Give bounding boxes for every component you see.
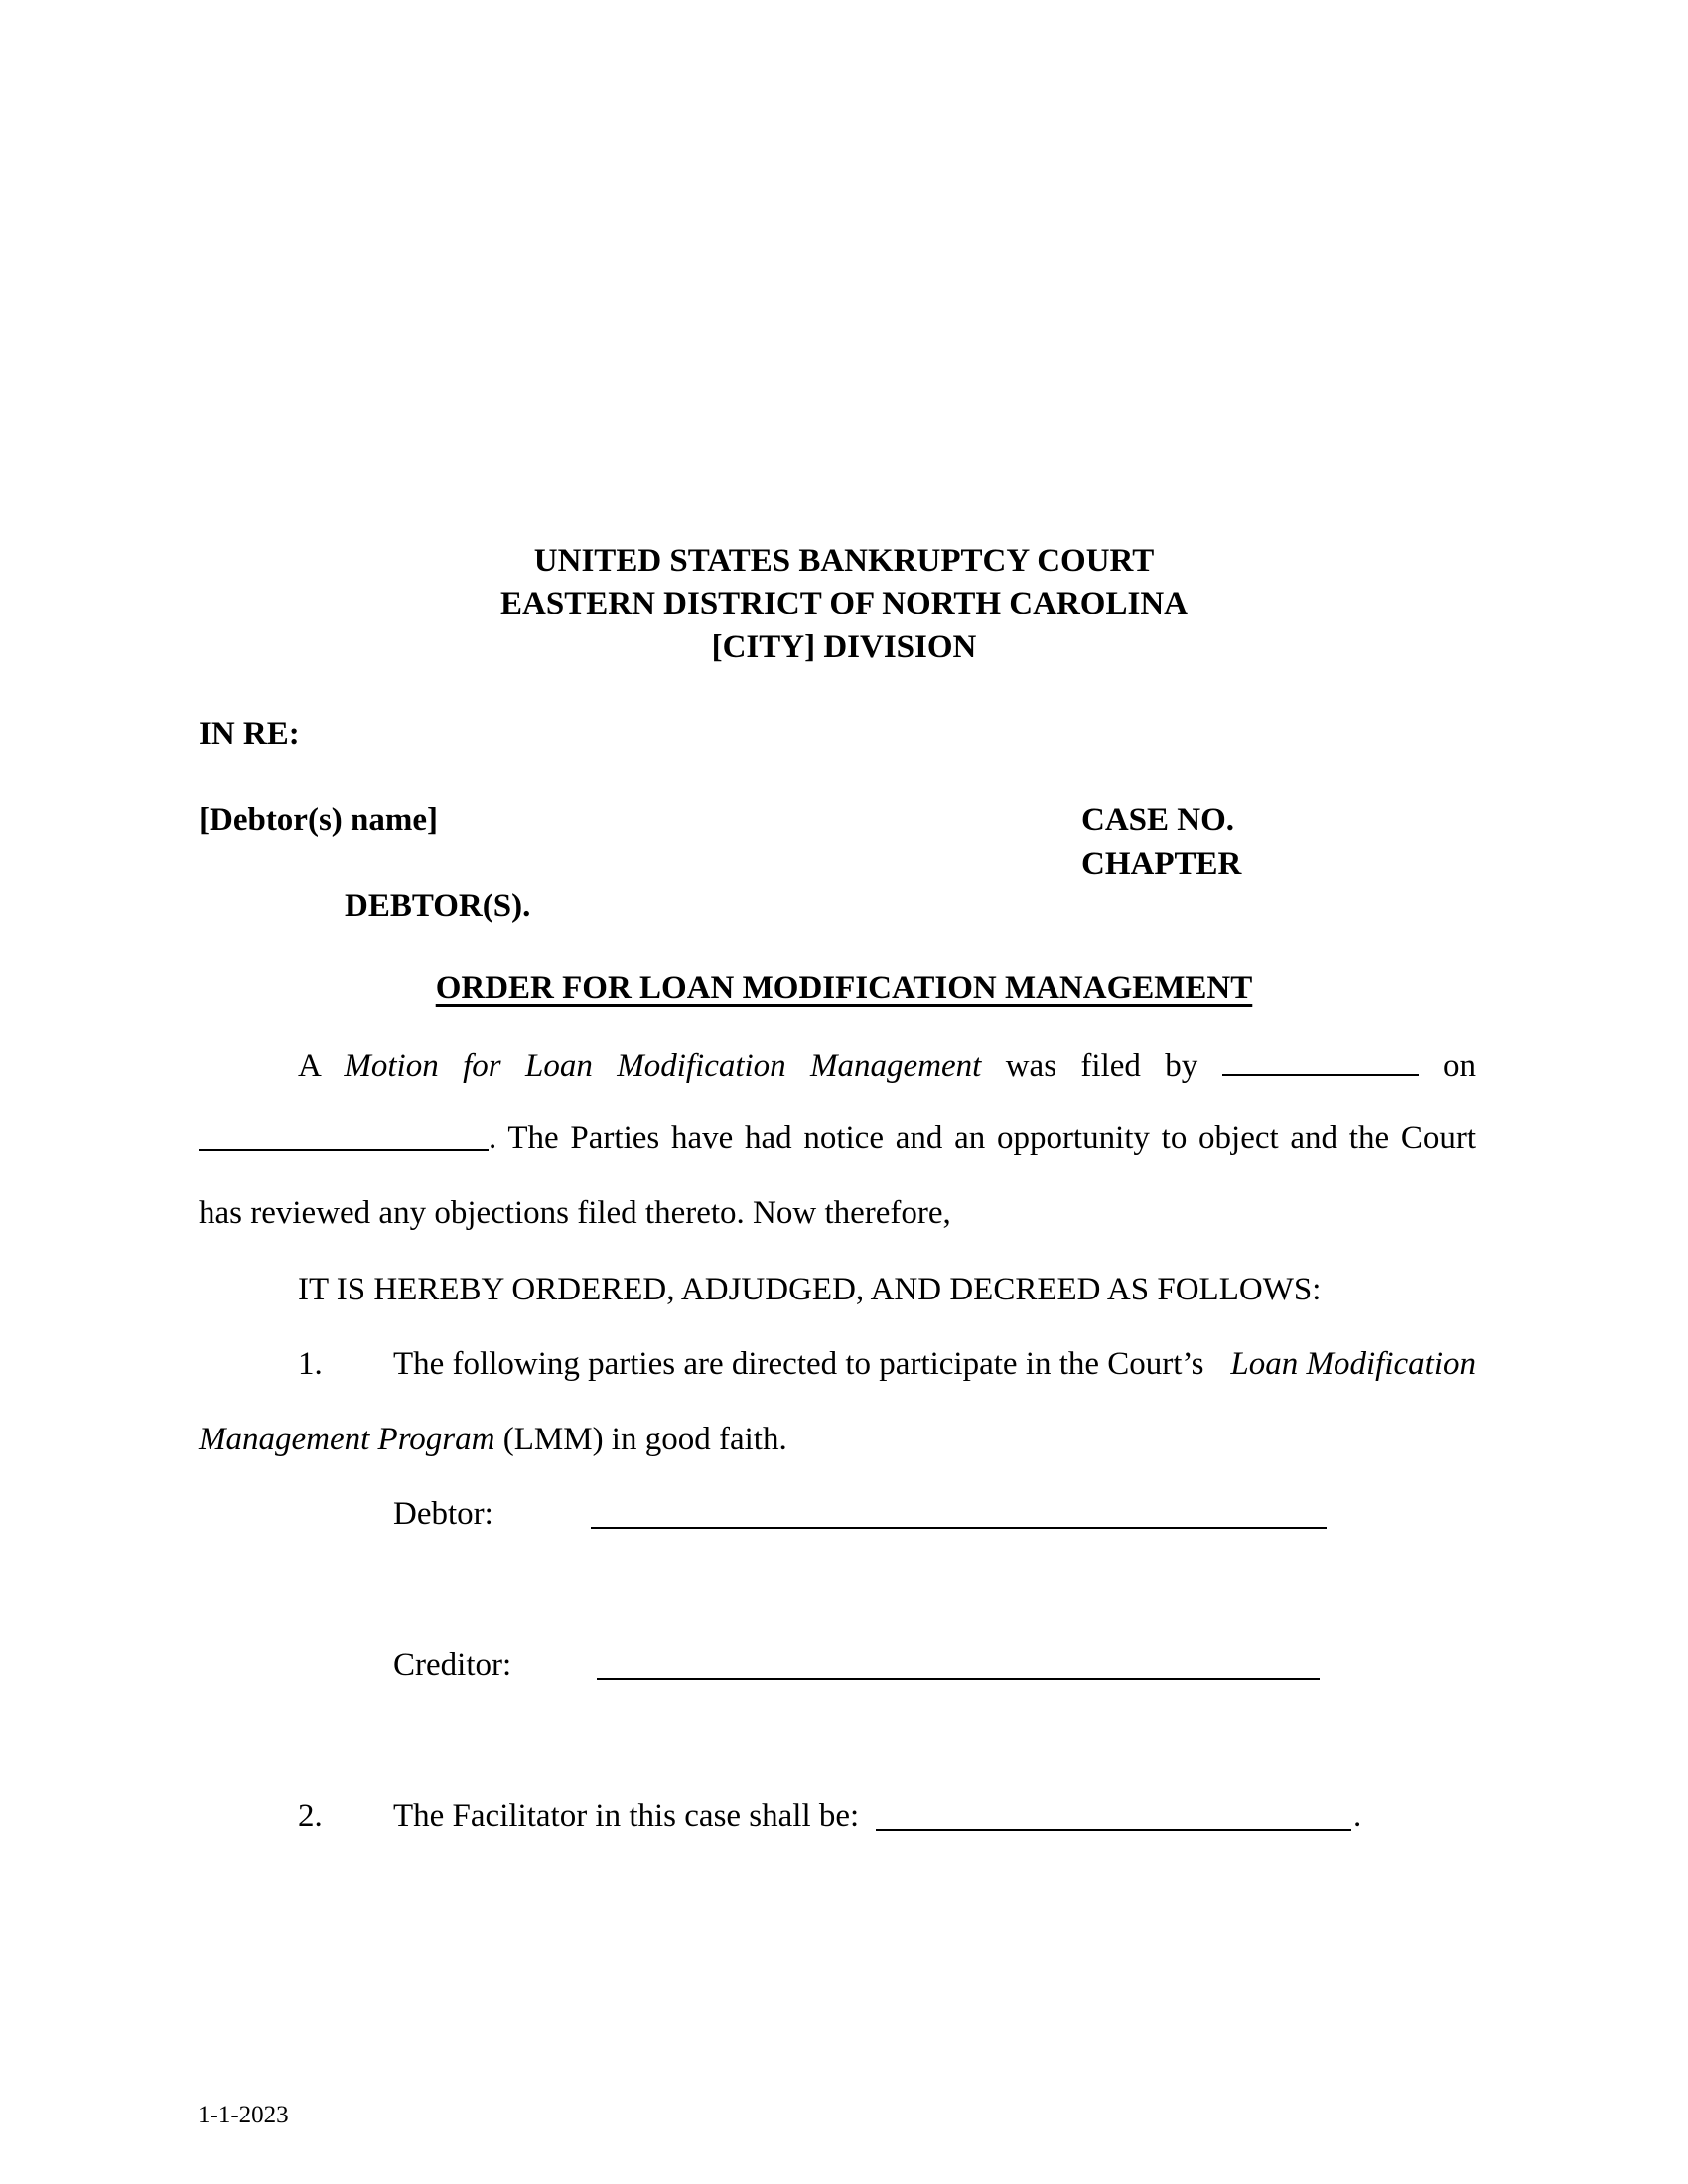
item-1-text: (LMM) in good faith. (502, 1422, 787, 1457)
filed-on-field[interactable] (199, 1119, 489, 1151)
item-1-text: The following parties are directed to participate in the Court’s (393, 1346, 1204, 1382)
division-name: [CITY] DIVISION (711, 629, 977, 665)
in-re-label: IN RE: (199, 716, 300, 751)
intro-line-2 (199, 1119, 1476, 1157)
motion-title: Motion for Loan Modification Management (344, 1048, 982, 1084)
intro-line-1 (298, 1044, 1476, 1085)
order-title-text: ORDER FOR LOAN MODIFICATION MANAGEMENT (435, 970, 1253, 1006)
decree-statement: IT IS HEREBY ORDERED, ADJUDGED, AND DECREED AS FOLLOWS: (298, 1272, 1322, 1307)
item-2-number: 2. (298, 1798, 323, 1834)
intro-text: . The Parties have had notice and an opportunity to object and the Court (489, 1120, 1476, 1156)
intro-word: A (298, 1048, 321, 1084)
debtors-label: DEBTOR(S). (345, 888, 531, 924)
item-1-number: 1. (298, 1346, 323, 1382)
order-title (0, 969, 1688, 1007)
creditor-field[interactable] (597, 1678, 1320, 1680)
intro-word: on (1443, 1048, 1477, 1084)
debtor-name-placeholder: [Debtor(s) name] (199, 802, 439, 838)
item-2-period: . (1353, 1798, 1362, 1834)
facilitator-field[interactable] (876, 1829, 1351, 1831)
footer-date: 1-1-2023 (198, 2102, 289, 2128)
item-1-line-2 (199, 1421, 787, 1458)
item-1-line-1 (393, 1345, 1476, 1383)
debtor-label: Debtor: (393, 1496, 493, 1532)
intro-line-3: has reviewed any objections filed thereto. Now therefore, (199, 1195, 951, 1231)
creditor-label: Creditor: (393, 1647, 512, 1683)
filed-by-field[interactable] (1222, 1044, 1419, 1076)
court-name: UNITED STATES BANKRUPTCY COURT (533, 543, 1155, 579)
district-name: EASTERN DISTRICT OF NORTH CAROLINA (500, 586, 1188, 621)
debtor-field[interactable] (591, 1527, 1327, 1529)
case-no-label: CASE NO. (1081, 802, 1235, 838)
intro-word: was filed by (1005, 1048, 1198, 1084)
chapter-label: CHAPTER (1081, 846, 1242, 882)
item-2-text: The Facilitator in this case shall be: (393, 1798, 860, 1834)
program-name: Management Program (199, 1422, 495, 1457)
program-name: Loan Modification (1230, 1346, 1476, 1382)
